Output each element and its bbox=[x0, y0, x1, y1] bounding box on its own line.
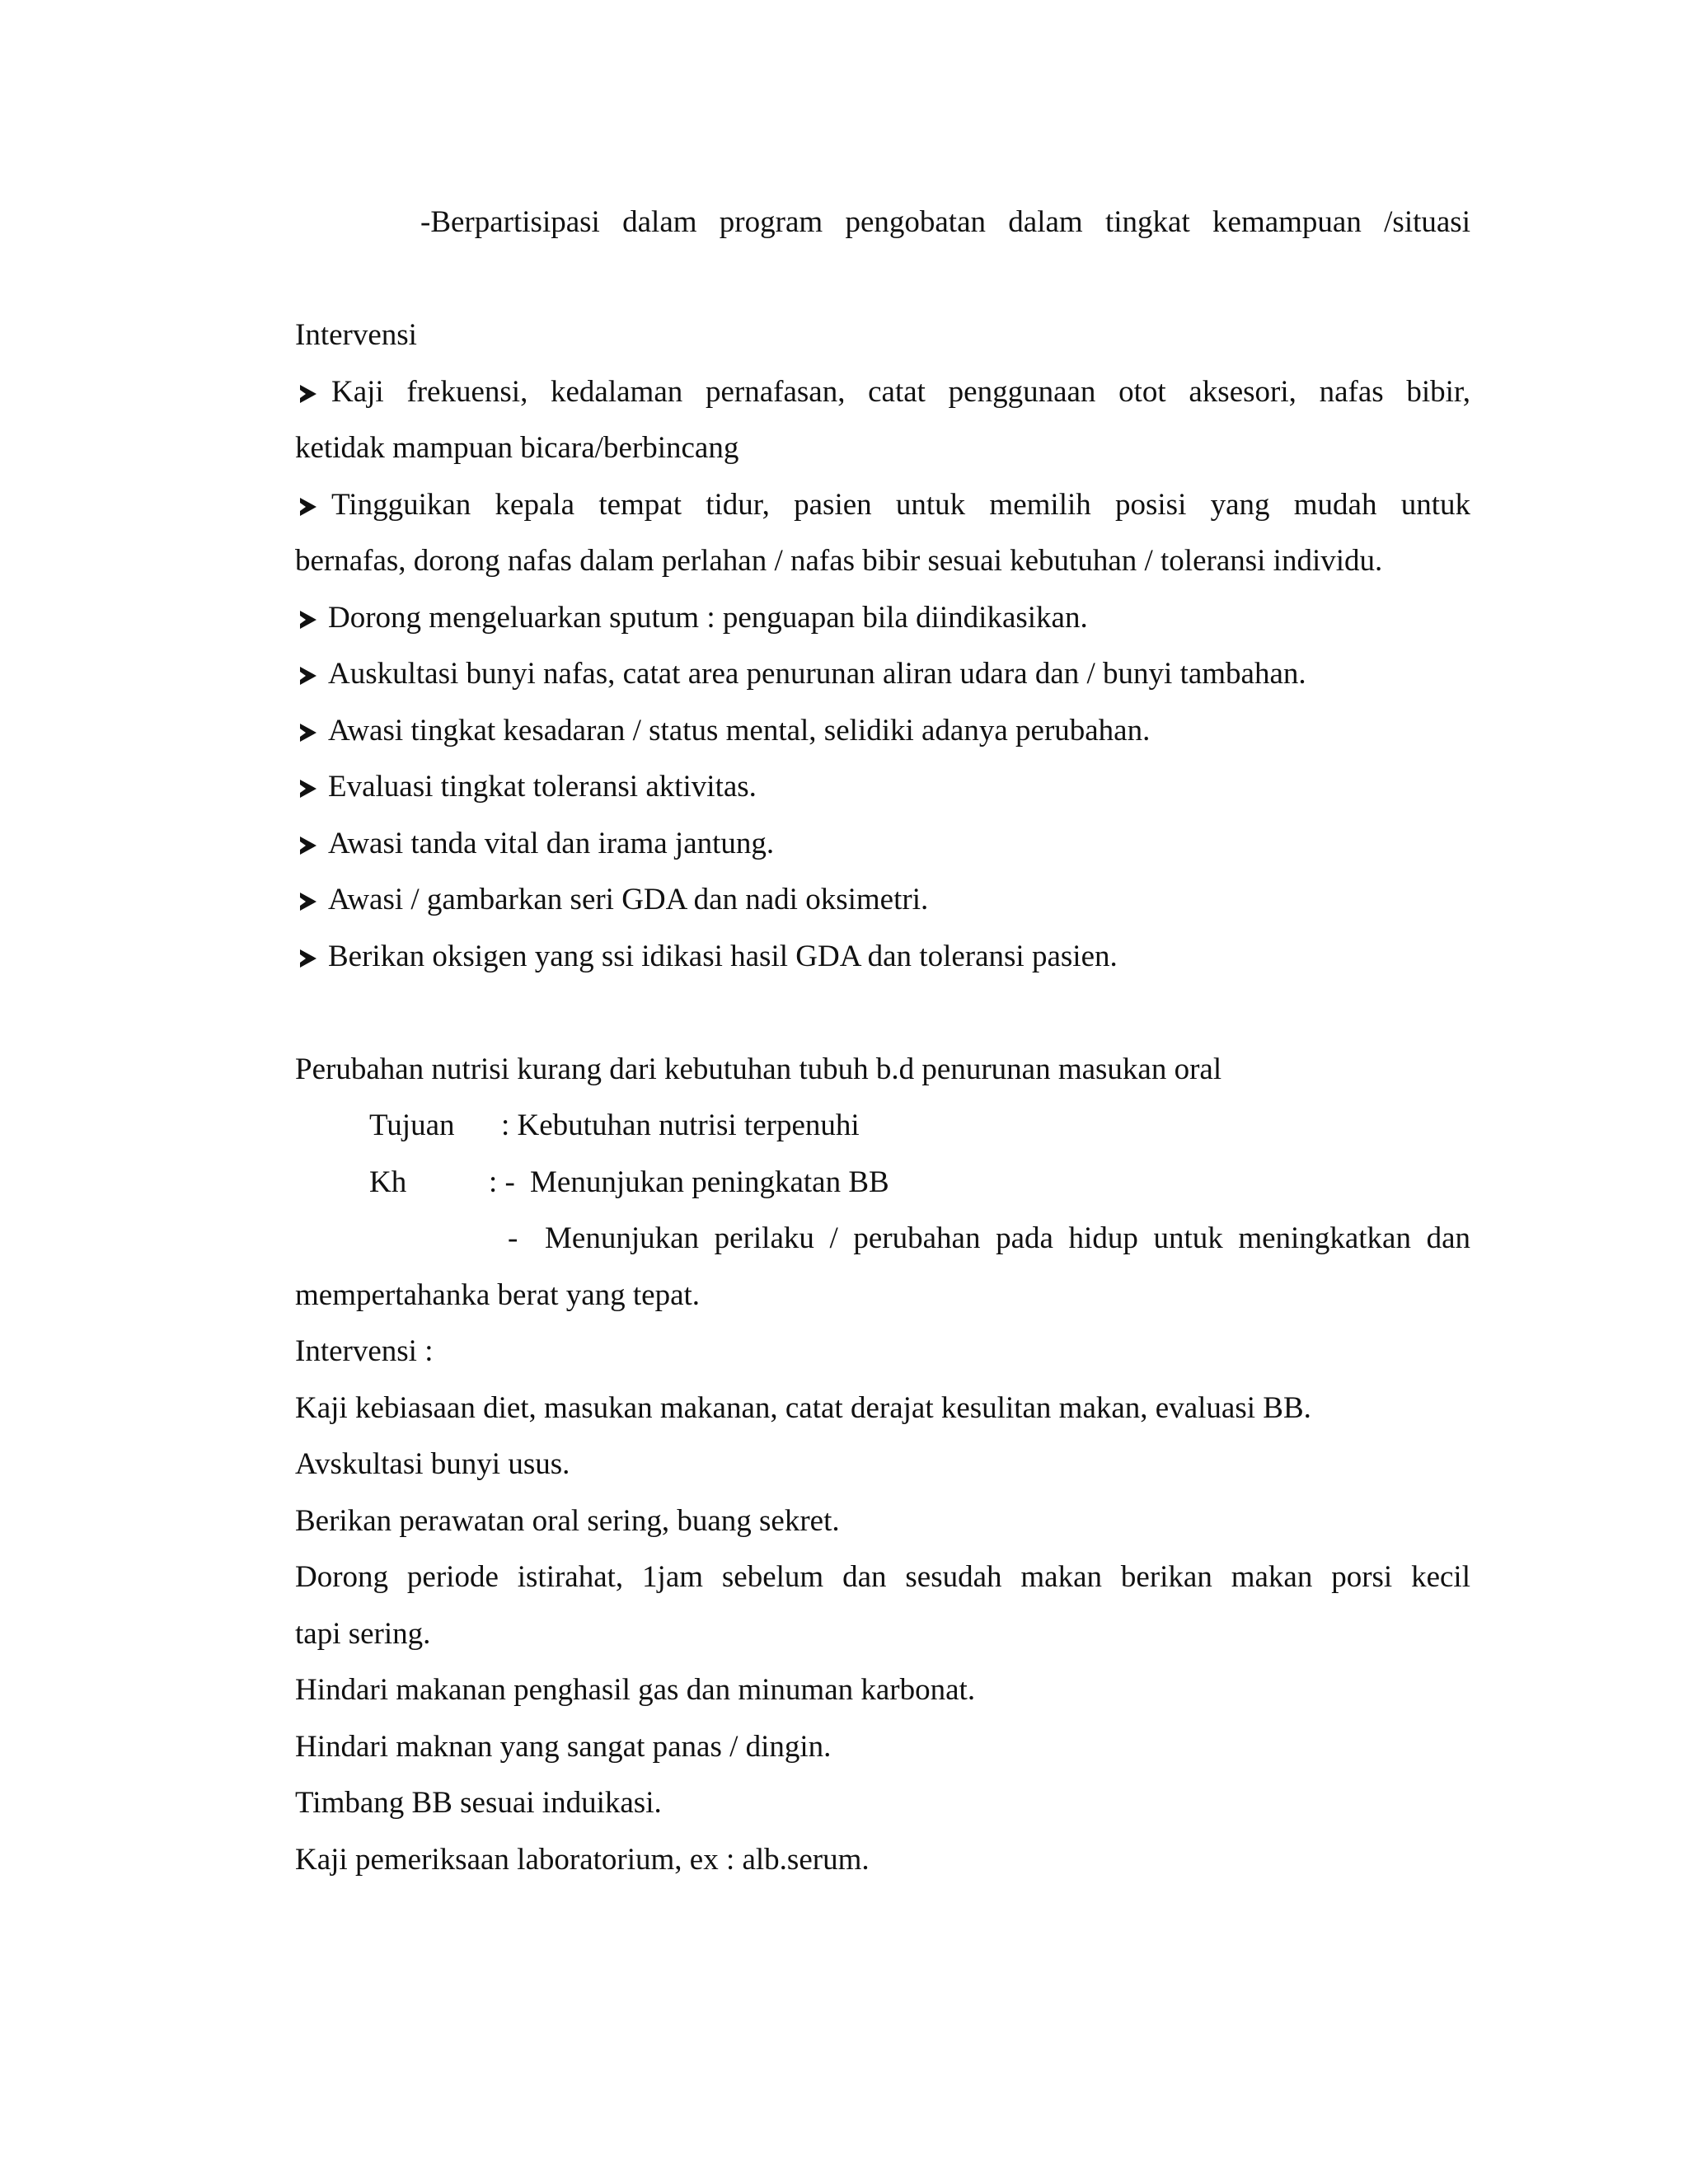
bullet-item bbox=[295, 703, 1470, 760]
arrowhead-bullet-icon bbox=[295, 872, 328, 929]
bullet-item bbox=[295, 759, 1470, 816]
kh-row bbox=[295, 1155, 1470, 1212]
intervention-line: Dorong periode istirahat, 1jam sebelum dan sesudah makan berikan makan porsi kecil bbox=[295, 1560, 1470, 1594]
intervention-line: Avskultasi bunyi usus. bbox=[295, 1447, 570, 1481]
arrowhead-bullet-icon bbox=[295, 364, 331, 421]
arrowhead-bullet-icon bbox=[295, 646, 328, 703]
intervention-line: Berikan perawatan oral sering, buang sekret. bbox=[295, 1503, 840, 1538]
bullet-item-text: Awasi tingkat kesadaran / status mental, selidiki adanya perubahan. bbox=[328, 713, 1151, 748]
tujuan-row bbox=[295, 1098, 1470, 1155]
bullet-item-text: Auskultasi bunyi nafas, catat area penurunan aliran udara dan / bunyi tambahan. bbox=[328, 657, 1306, 691]
intervention-line-continuation: tapi sering. bbox=[295, 1616, 431, 1651]
tujuan-value: : Kebutuhan nutrisi terpenuhi bbox=[501, 1108, 860, 1142]
kh-item-2-continuation: mempertahanka berat yang tepat. bbox=[295, 1277, 701, 1312]
bullet-item-text: Dorong mengeluarkan sputum : penguapan bila diindikasikan. bbox=[328, 600, 1088, 635]
intervention-line: Kaji pemeriksaan laboratorium, ex : alb.serum. bbox=[295, 1842, 870, 1877]
section-title-nutrisi: Perubahan nutrisi kurang dari kebutuhan tubuh b.d penurunan masukan oral bbox=[295, 1052, 1222, 1086]
bullet-item-continuation: ketidak mampuan bicara/berbincang bbox=[295, 431, 739, 465]
bullet-item bbox=[295, 816, 1470, 873]
kh-item: Menunjukan peningkatan BB bbox=[530, 1165, 889, 1199]
document-page bbox=[295, 194, 1470, 1888]
bullet-item-text: Awasi tanda vital dan irama jantung. bbox=[328, 826, 775, 860]
blank-line bbox=[295, 251, 1470, 308]
kh-separator: : - bbox=[489, 1165, 515, 1199]
kh-item-dash: - bbox=[508, 1221, 518, 1255]
intervention-line: Kaji kebiasaan diet, masukan makanan, catat derajat kesulitan makan, evaluasi BB. bbox=[295, 1390, 1311, 1425]
intervention-line: Timbang BB sesuai induikasi. bbox=[295, 1786, 662, 1820]
bullet-item-text: Berikan oksigen yang ssi idikasi hasil GDA dan toleransi pasien. bbox=[328, 939, 1118, 973]
bullet-item bbox=[295, 590, 1470, 647]
kh-item-text: Menunjukan perilaku / perubahan pada hidup untuk meningkatkan dan bbox=[545, 1221, 1470, 1255]
bullet-item-text: Awasi / gambarkan seri GDA dan nadi oksimetri. bbox=[328, 883, 929, 916]
bullet-item-text: Kaji frekuensi, kedalaman pernafasan, catat penggunaan otot aksesori, nafas bibir, bbox=[331, 374, 1470, 409]
kh-label: Kh bbox=[369, 1165, 407, 1199]
top-line: -Berpartisipasi dalam program pengobatan dalam tingkat kemampuan /situasi bbox=[420, 205, 1470, 239]
bullet-item-text: Evaluasi tingkat toleransi aktivitas. bbox=[328, 770, 757, 804]
bullet-item bbox=[295, 929, 1470, 986]
tujuan-label: Tujuan bbox=[369, 1108, 455, 1142]
arrowhead-bullet-icon bbox=[295, 759, 328, 816]
intervensi-heading: Intervensi : bbox=[295, 1334, 434, 1368]
bullet-item bbox=[295, 872, 1470, 929]
bullet-item-text: Tingguikan kepala tempat tidur, pasien untuk memilih posisi yang mudah untuk bbox=[331, 487, 1470, 522]
intervention-line: Hindari maknan yang sangat panas / dingin. bbox=[295, 1729, 832, 1764]
arrowhead-bullet-icon bbox=[295, 929, 328, 986]
arrowhead-bullet-icon bbox=[295, 477, 331, 534]
blank-line bbox=[295, 985, 1470, 1042]
bullet-item bbox=[295, 646, 1470, 703]
section-heading-intervensi: Intervensi bbox=[295, 318, 417, 352]
arrowhead-bullet-icon bbox=[295, 816, 328, 873]
bullet-item bbox=[295, 477, 1470, 534]
kh-item-2 bbox=[295, 1211, 1470, 1268]
bullet-item-continuation: bernafas, dorong nafas dalam perlahan / nafas bibir sesuai kebutuhan / toleransi individu. bbox=[295, 544, 1383, 578]
arrowhead-bullet-icon bbox=[295, 703, 328, 760]
arrowhead-bullet-icon bbox=[295, 590, 328, 647]
bullet-item bbox=[295, 364, 1470, 421]
intervention-line: Hindari makanan penghasil gas dan minuman karbonat. bbox=[295, 1673, 976, 1707]
